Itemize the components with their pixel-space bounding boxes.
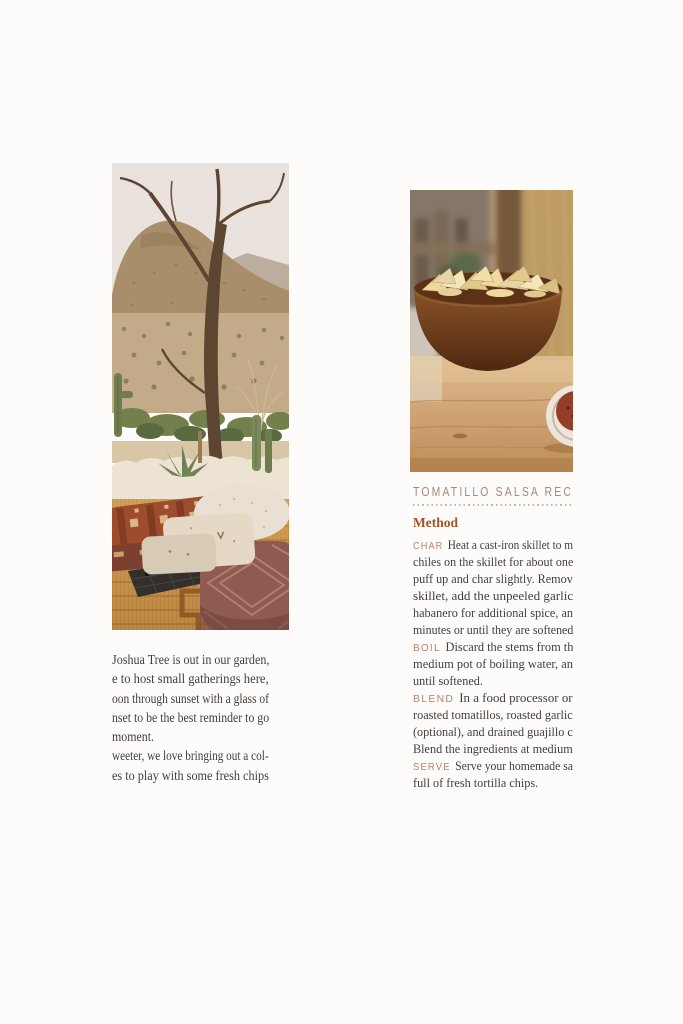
method-line [413,655,574,672]
method-line [413,536,574,553]
method-line-text: until softened. [413,673,483,688]
recipe-heading [413,483,574,500]
recipe-column [413,483,574,791]
desert-patio-illustration [112,163,289,630]
left-paragraph [112,650,271,790]
method-line-text: Blend the ingredients at medium [413,741,573,756]
left-paragraph-line-text: Joshua Tree is out in our garden, [112,652,270,667]
left-paragraph-line [112,669,271,688]
method-line [413,774,574,791]
step-label: BLEND [413,693,455,705]
left-paragraph-line [112,727,271,746]
method-line-text: BLEND In a food processor or [413,690,573,705]
chips-bowl-illustration [410,190,573,472]
left-paragraph-line-text: e to host small gatherings here, [112,671,269,687]
left-paragraph-line-text: nset to be the best reminder to go [112,709,270,725]
left-paragraph-line [112,746,271,765]
method-line-text: CHAR Heat a cast-iron skillet to m [413,537,574,552]
method-line [413,757,574,774]
method-line [413,689,574,706]
method-line [413,706,574,723]
method-line-text: chiles on the skillet for about one [413,554,574,569]
method-line-text: BOIL Discard the stems from th [413,639,574,654]
left-paragraph-line-text: moment. [112,729,154,745]
method-line-text: SERVE Serve your homemade sa [413,758,573,773]
method-label: Method [413,515,458,530]
left-paragraph-line [112,650,271,669]
recipe-heading-text: TOMATILLO SALSA REC [413,485,574,499]
left-paragraph-line [112,708,271,727]
dotted-rule [413,504,574,506]
method-line-text: skillet, add the unpeeled garlic [413,588,574,603]
method-line [413,553,574,570]
method-line [413,587,574,604]
left-paragraph-line [112,766,271,785]
step-label: BOIL [413,642,441,654]
method-line-text: (optional), and drained guajillo c [413,724,573,739]
method-line-text: roasted tomatillos, roasted garlic [413,707,573,722]
method-line-text: puff up and char slightly. Remov [413,571,573,586]
method-line [413,740,574,757]
step-label: CHAR [413,540,444,552]
method-line-text: minutes or until they are softened [413,622,574,637]
method-line-text: full of fresh tortilla chips. [413,775,539,790]
method-line [413,621,574,638]
method-line-text: medium pot of boiling water, an [413,656,574,671]
method-line [413,638,574,655]
step-label: SERVE [413,761,451,773]
left-paragraph-line [112,689,271,708]
method-steps [413,536,574,791]
chips-bowl-photo [410,190,573,472]
method-line-text: habanero for additional spice, an [413,605,574,620]
method-line [413,672,574,689]
method-line [413,570,574,587]
left-paragraph-line-text: weeter, we love bringing out a col- [112,748,269,764]
left-paragraph-line-text: es to play with some fresh chips [112,767,269,783]
method-line [413,723,574,740]
left-paragraph-line-text: oon through sunset with a glass of [112,690,269,706]
method-line [413,604,574,621]
desert-patio-photo [112,163,289,630]
